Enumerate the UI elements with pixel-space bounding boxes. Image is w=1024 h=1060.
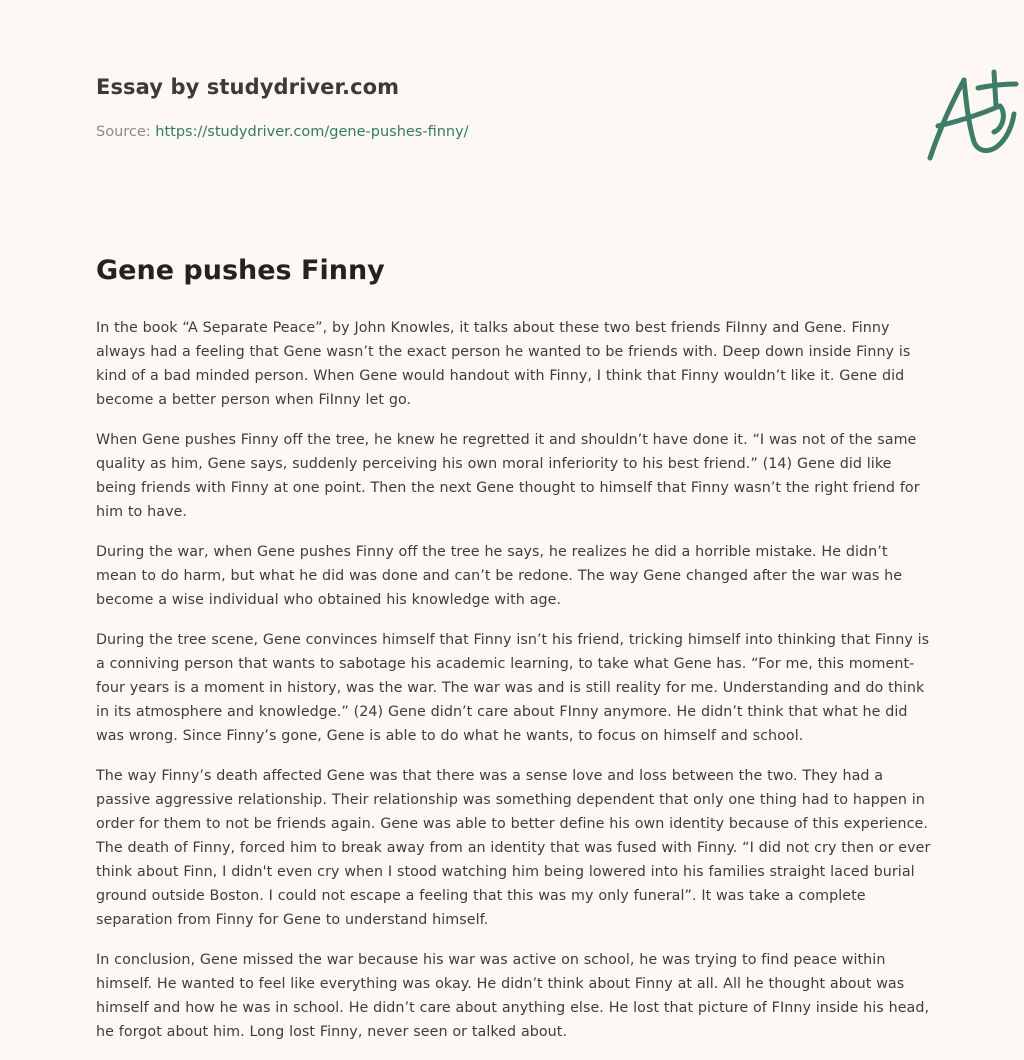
essay-body (96, 316, 932, 1060)
a-plus-logo-icon (916, 66, 1024, 166)
essay-paragraph: During the war, when Gene pushes Finny off the tree he says, he realizes he did a horrible mistake. He didn’t mean to do harm, but what he did was done and can’t be redone. The way Gene changed after the war was he become a wise individual who obtained his knowledge with age. (96, 544, 903, 608)
site-header-title: Essay by studydriver.com (96, 75, 400, 99)
source-line (96, 124, 469, 140)
essay-paragraph: During the tree scene, Gene convinces himself that Finny isn’t his friend, tricking himself into thinking that Finny is a conniving person that wants to sabotage his academic learning, to take what Gene has. “For me, this moment-four years is a moment in history, was the war. The war was and is still reality for me. Understanding and do think in its atmosphere and knowledge.” (24) Gene didn’t care about FInny anymore. He didn’t think that what he did was wrong. Since Finny’s gone, Gene is able to do what he wants, to focus on himself and school. (96, 632, 930, 744)
source-link[interactable]: https://studydriver.com/gene-pushes-finny/ (155, 124, 469, 140)
logo-plus-horizontal (978, 84, 1016, 88)
essay-title: Gene pushes Finny (96, 255, 385, 286)
essay-paragraph: In the book “A Separate Peace”, by John Knowles, it talks about these two best friends FiInny and Gene. Finny always had a feeling that Gene wasn’t the exact person he wanted to be friends with. Deep down inside Finny is kind of a bad minded person. When Gene would handout with Finny, I think that Finny wouldn’t like it. Gene did become a better person when FiInny let go. (96, 320, 911, 408)
essay-paragraph: When Gene pushes Finny off the tree, he knew he regretted it and shouldn’t have done it. “I was not of the same quality as him, Gene says, suddenly perceiving his own moral inferiority to his best friend.” (14) Gene did like being friends with Finny at one point. Then the next Gene thought to himself that Finny wasn’t the right friend for him to have. (96, 432, 920, 520)
essay-paragraph: The way Finny’s death affected Gene was that there was a sense love and loss between the two. They had a passive aggressive relationship. Their relationship was something dependent that only one thing had to happen in order for them to not be friends again. Gene was able to better define his own identity because of this experience. The death of Finny, forced him to break away from an identity that was fused with Finny. “I did not cry then or ever think about Finn, I didn't even cry when I stood watching him being lowered into his families straight laced burial ground outside Boston. I could not escape a feeling that this was my only funeral”. It was take a complete separation from Finny for Gene to understand himself. (96, 768, 931, 928)
logo-plus-vertical (994, 72, 996, 106)
essay-paragraph: In conclusion, Gene missed the war because his war was active on school, he was trying to find peace within himself. He wanted to feel like everything was okay. He didn’t think about Finny at all. All he thought about was himself and how he was in school. He didn’t care about anything else. He lost that picture of FInny inside his head, he forgot about him. Long lost Finny, never seen or talked about. (96, 952, 930, 1040)
source-label: Source: (96, 124, 151, 140)
